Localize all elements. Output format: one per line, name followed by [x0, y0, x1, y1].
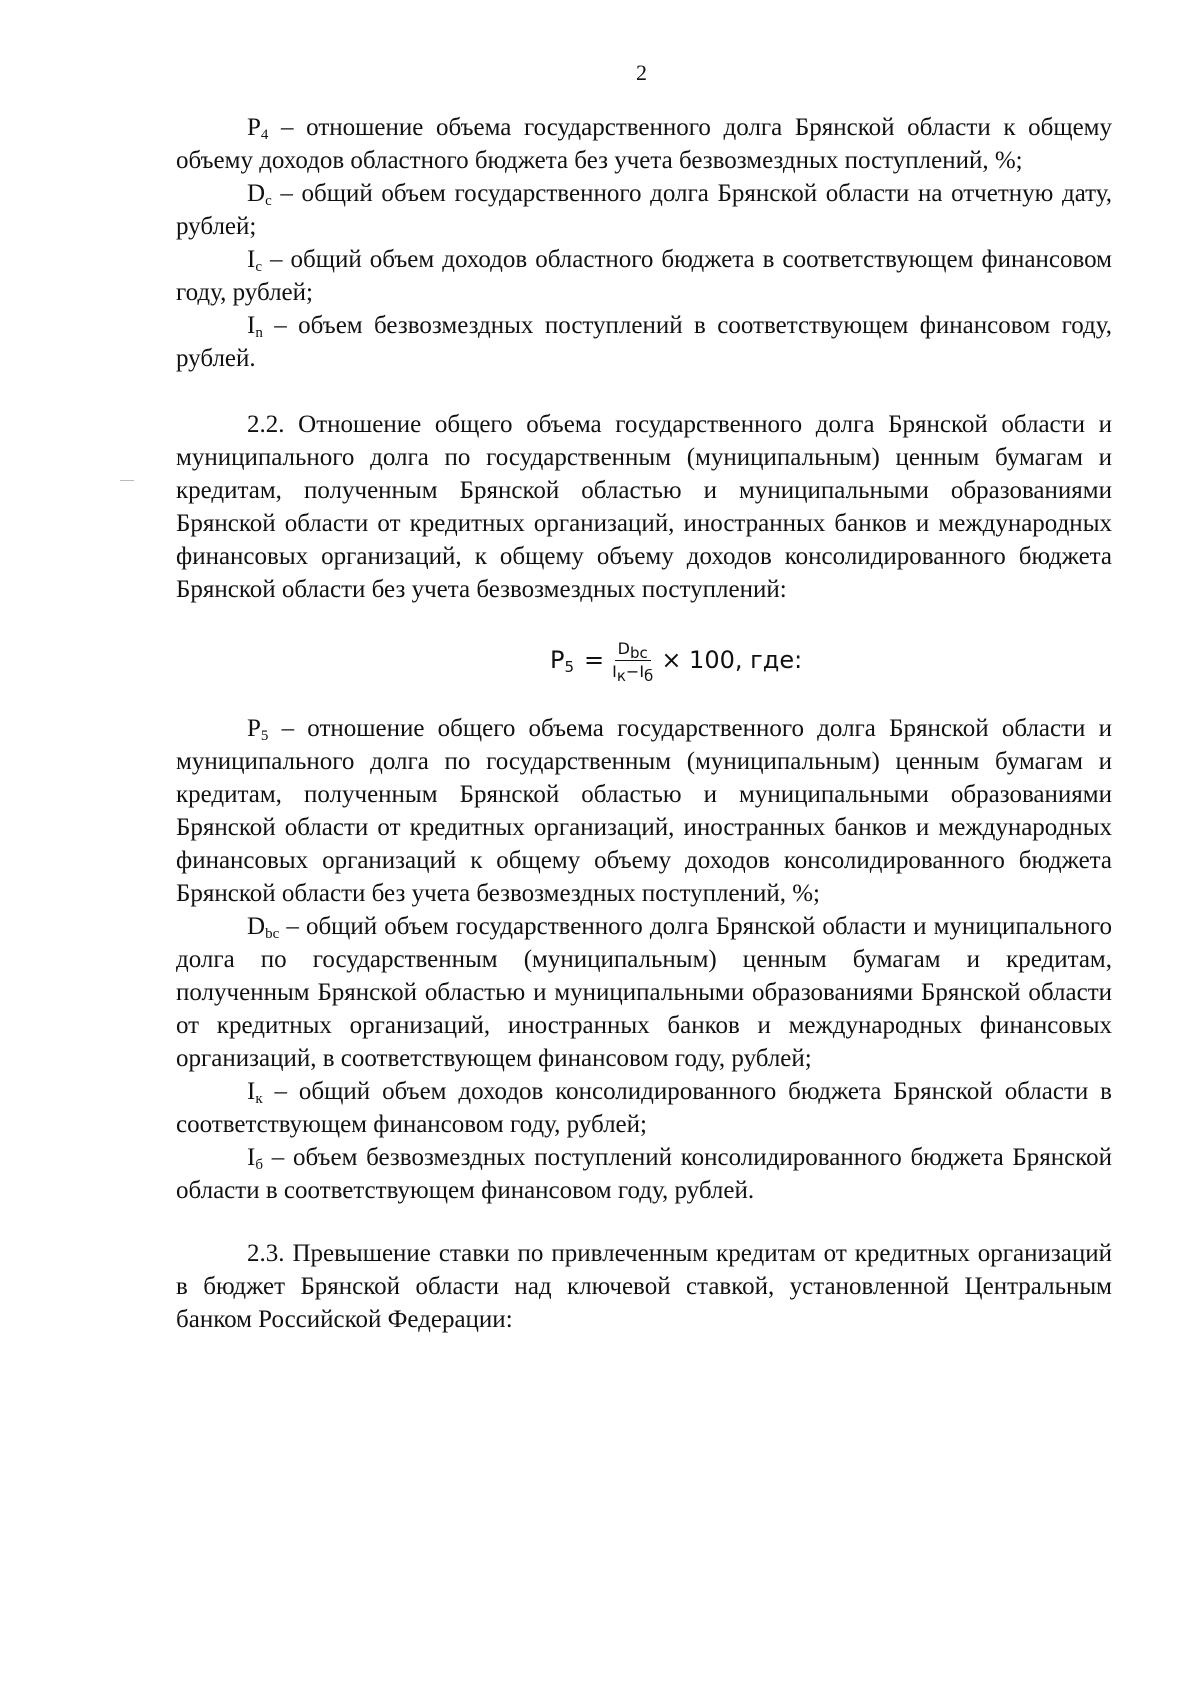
document-body: [176, 111, 1112, 1336]
formula-fraction: [612, 638, 654, 685]
fraction-denominator: $I_к-I_б$: [612, 661, 654, 685]
formula-p5: [176, 632, 1112, 688]
section-2-3: 2.3. Превышение ставки по привлеченным кредитам от кредитных организаций в бюджет Брянской области над ключевой ставкой, установленной Центральным банком Российской Федерации:: [176, 1240, 1112, 1333]
fraction-numerator: $D_{bc}$: [615, 640, 651, 661]
definition-in: $I_n$ – объем безвозмездных поступлений в соответствующем финансовом году, рублей.: [176, 312, 1112, 372]
formula-lhs: $P_5$: [550, 645, 575, 676]
formula-tail: × 100, где:: [661, 645, 803, 674]
definition-p4: $P_4$ – отношение объема государственного долга Брянской области к общему объему доходов областного бюджета без учета безвозмездных поступлений, %;: [176, 114, 1112, 174]
definition-ic: $I_c$ – общий объем доходов областного бюджета в соответствующем финансовом году, рублей;: [176, 246, 1112, 306]
definition-ib: $I_б$ – объем безвозмездных поступлений консолидированного бюджета Брянской области в соответствующем финансовом году, рублей.: [176, 1144, 1112, 1204]
section-2-2: 2.2. Отношение общего объема государственного долга Брянской области и муниципального долга по государственным (муниципальным) ценным бумагам и кредитам, полученным Брянской областью и муниципальными образованиями Брянской области от кредитных организаций, иностранных банков и международных финансовых организаций, к общему объему доходов консолидированного бюджета Брянской области без учета безвозмездных поступлений:: [176, 411, 1112, 603]
definition-p5: $P_5$ – отношение общего объема государственного долга Брянской области и муниципального долга по государственным (муниципальным) ценным бумагам и кредитам, полученным Брянской областью и муниципальными образованиями Брянской области от кредитных организаций, иностранных банков и международных финансовых организаций к общему объему доходов консолидированного бюджета Брянской области без учета безвозмездных поступлений, %;: [176, 715, 1112, 907]
definition-dc: $D_c$ – общий объем государственного долга Брянской области на отчетную дату, рублей;: [176, 180, 1112, 240]
definition-dbc: $D_{bc}$ – общий объем государственного долга Брянской области и муниципального долга по государственным (муниципальным) ценным бумагам и кредитам, полученным Брянской областью и муниципальными образованиями Брянской области от кредитных организаций, иностранных банков и международных финансовых организаций, в соответствующем финансовом году, рублей;: [176, 913, 1112, 1072]
page-number: 2: [636, 60, 647, 85]
definition-ik: $I_к$ – общий объем доходов консолидированного бюджета Брянской области в соответствующем финансовом году, рублей;: [176, 1078, 1112, 1138]
margin-mark: [120, 480, 134, 481]
formula-equals: =: [584, 645, 605, 674]
